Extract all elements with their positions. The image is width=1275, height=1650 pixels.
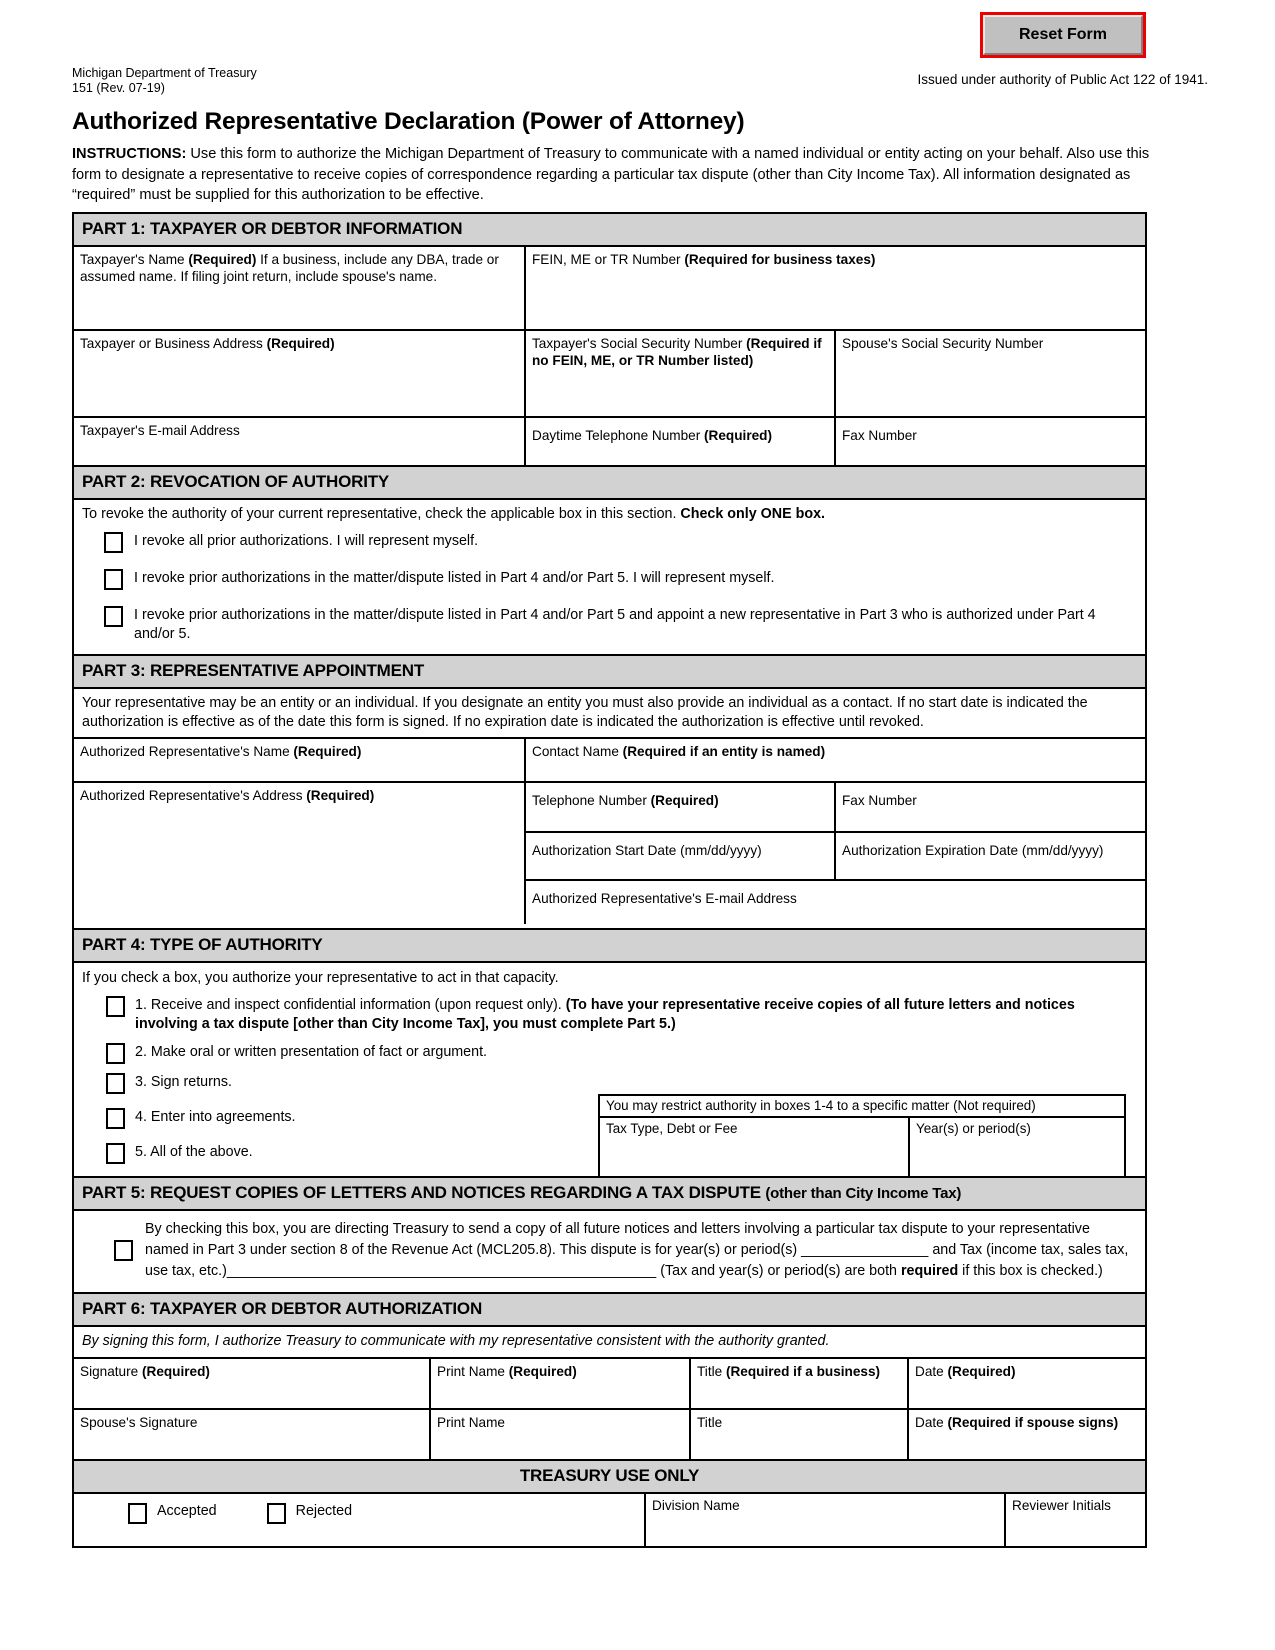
treasury-use-row — [74, 1494, 1145, 1546]
part2-options — [74, 526, 1145, 654]
spouse-date-label: Date — [915, 1415, 948, 1430]
reviewer-initials-label: Reviewer Initials — [1012, 1498, 1111, 1513]
spouse-ssn-label: Spouse's Social Security Number — [842, 336, 1044, 351]
signature-field[interactable] — [74, 1359, 431, 1408]
rep-email-label: Authorized Representative's E-mail Address — [532, 891, 797, 906]
part5-text — [145, 1219, 1137, 1282]
rep-address-field[interactable] — [74, 783, 526, 924]
part2-intro-emphasis: Check only ONE box. — [680, 506, 826, 522]
taxpayer-email-label: Taxpayer's E-mail Address — [80, 423, 240, 438]
taxpayer-address-field[interactable] — [74, 331, 526, 416]
part5-tax-blank[interactable]: ______________________________________________________ — [226, 1263, 657, 1279]
authority-option-1[interactable] — [82, 996, 1137, 1034]
page-title: Authorized Representative Declaration (Power of Attorney) — [72, 108, 745, 135]
part1-row-name — [74, 247, 1145, 331]
part6-attestation — [74, 1327, 1145, 1359]
revoke-and-appoint-checkbox[interactable] — [104, 606, 123, 627]
title-label: Title — [697, 1364, 726, 1379]
fein-field[interactable] — [526, 247, 1145, 329]
request-copies-checkbox[interactable] — [114, 1240, 133, 1261]
treasury-use-heading: TREASURY USE ONLY — [74, 1459, 1145, 1494]
part6-row-taxpayer — [74, 1359, 1145, 1410]
authority-restriction-box — [598, 1094, 1126, 1178]
rep-fax-label: Fax Number — [842, 793, 917, 808]
revoke-option-2-label: I revoke prior authorizations in the matter/dispute listed in Part 4 and/or Part 5. I will represent myself. — [134, 570, 775, 586]
revoke-option-2[interactable] — [104, 569, 1137, 590]
part5-text-emphasis: required — [900, 1263, 959, 1279]
title-required: (Required if a business) — [725, 1364, 881, 1379]
years-periods-label: Year(s) or period(s) — [916, 1121, 1031, 1136]
authority-1-emphasis: (To have your representative receive copies of all future letters and notices involving a tax dispute [other than City Income Tax], you must complete Part 5.) — [135, 997, 1075, 1032]
part3-row-dates — [526, 833, 1145, 881]
agency-name: Michigan Department of Treasury — [72, 66, 257, 80]
part5-text-seg2: and Tax (income tax, sales tax, use tax, etc.) — [145, 1242, 1129, 1279]
part5-text-seg1: By checking this box, you are directing Treasury to send a copy of all future notices and letters involving a particular tax dispute to your representative named in Part 3 under section 8 of the Revenue Act (MCL205.8). This dispute is for year(s) or period(s) — [145, 1221, 1090, 1258]
spouse-date-field[interactable] — [909, 1410, 1145, 1459]
part3-row-phone — [526, 783, 1145, 833]
authorization-expiration-date-field[interactable] — [836, 833, 1145, 879]
part3-heading: PART 3: REPRESENTATIVE APPOINTMENT — [74, 654, 1145, 689]
revoke-option-3[interactable] — [104, 606, 1137, 644]
part2-heading: PART 2: REVOCATION OF AUTHORITY — [74, 465, 1145, 500]
part2-intro — [74, 500, 1145, 526]
date-required: (Required) — [947, 1364, 1016, 1379]
part1-row-contact — [74, 418, 1145, 465]
treasury-decision-cell — [74, 1494, 646, 1546]
part5-heading-main: PART 5: REQUEST COPIES OF LETTERS AND NOTICES REGARDING A TAX DISPUTE — [82, 1183, 766, 1202]
contact-name-label: Contact Name — [532, 744, 623, 759]
taxpayer-address-required: (Required) — [266, 336, 335, 351]
part5-text-seg3: (Tax and year(s) or period(s) are both — [656, 1263, 901, 1279]
rep-telephone-label: Telephone Number — [532, 793, 651, 808]
spouse-signature-label: Spouse's Signature — [80, 1415, 198, 1430]
part3-right-stack — [526, 783, 1145, 928]
revoke-all-checkbox[interactable] — [104, 532, 123, 553]
spouse-title-field[interactable] — [691, 1410, 909, 1459]
taxpayer-name-hint: If a business, include any DBA, trade or assumed name. If filing joint return, include spouse's name. — [80, 252, 499, 284]
rep-telephone-field[interactable] — [526, 783, 836, 831]
revoke-matter-checkbox[interactable] — [104, 569, 123, 590]
taxpayer-fax-label: Fax Number — [842, 428, 917, 443]
part4-heading: PART 4: TYPE OF AUTHORITY — [74, 928, 1145, 963]
rep-name-label: Authorized Representative's Name — [80, 744, 294, 759]
authority-option-5-label: 5. All of the above. — [135, 1144, 253, 1160]
treasury-decision-checkboxes — [80, 1498, 638, 1524]
instructions-text: Use this form to authorize the Michigan Department of Treasury to communicate with a named individual or entity acting on your behalf. Also use this form to designate a representative to receive copies of correspondence regarding a particular tax dispute (other than City Income Tax). All information designated as “required” must be supplied for this authorization to be effective. — [72, 146, 1150, 203]
authority-5-checkbox[interactable] — [106, 1143, 125, 1164]
part1-row-address — [74, 331, 1145, 418]
accepted-label: Accepted — [157, 1503, 217, 1519]
authority-1-checkbox[interactable] — [106, 996, 125, 1017]
part6-row-spouse — [74, 1410, 1145, 1459]
authority-4-checkbox[interactable] — [106, 1108, 125, 1129]
instructions-label: INSTRUCTIONS: — [72, 146, 187, 162]
signature-required: (Required) — [141, 1364, 210, 1379]
agency-identification — [72, 66, 257, 96]
tax-type-debt-fee-label: Tax Type, Debt or Fee — [606, 1121, 738, 1136]
part6-attestation-text: By signing this form, I authorize Treasury to communicate with my representative consistent with the authority granted. — [82, 1333, 830, 1349]
rep-telephone-required: (Required) — [650, 793, 719, 808]
revoke-option-1[interactable] — [104, 532, 1137, 553]
taxpayer-address-label: Taxpayer or Business Address — [80, 336, 267, 351]
authorization-expiration-date-label: Authorization Expiration Date (mm/dd/yyyy) — [842, 843, 1104, 858]
tax-type-debt-fee-field[interactable] — [600, 1118, 910, 1176]
taxpayer-ssn-required: (Required if no FEIN, ME, or TR Number listed) — [532, 336, 822, 368]
authority-3-checkbox[interactable] — [106, 1073, 125, 1094]
rep-name-required: (Required) — [293, 744, 362, 759]
division-name-label: Division Name — [652, 1498, 740, 1513]
authority-option-1-label — [135, 996, 1137, 1034]
taxpayer-ssn-field[interactable] — [526, 331, 836, 416]
daytime-phone-field[interactable] — [526, 418, 836, 465]
part4-intro: If you check a box, you authorize your representative to act in that capacity. — [82, 970, 559, 986]
authority-option-3-label: 3. Sign returns. — [135, 1074, 232, 1090]
authority-option-2[interactable] — [82, 1043, 1137, 1064]
taxpayer-email-field[interactable] — [74, 418, 526, 465]
daytime-phone-required: (Required) — [704, 428, 772, 443]
part5-heading-qualifier: (other than City Income Tax) — [765, 1185, 962, 1202]
date-label: Date — [915, 1364, 948, 1379]
spouse-ssn-field[interactable] — [836, 331, 1145, 416]
accepted-checkbox[interactable] — [128, 1503, 147, 1524]
authority-restriction-title: You may restrict authority in boxes 1-4 to a specific matter (Not required) — [600, 1096, 1124, 1118]
reset-form-button-label: Reset Form — [983, 15, 1143, 55]
fein-required: (Required for business taxes) — [684, 252, 876, 267]
part2-intro-text: To revoke the authority of your current representative, check the applicable box in this section. — [82, 506, 681, 522]
rejected-checkbox[interactable] — [267, 1503, 286, 1524]
authority-option-3[interactable] — [82, 1073, 1137, 1094]
contact-name-field[interactable] — [526, 739, 1145, 781]
taxpayer-name-field[interactable] — [74, 247, 526, 329]
part5-text-seg4: if this box is checked.) — [958, 1263, 1103, 1279]
title-field[interactable] — [691, 1359, 909, 1408]
fein-label: FEIN, ME or TR Number — [532, 252, 685, 267]
part3-row-names — [74, 739, 1145, 783]
taxpayer-ssn-label: Taxpayer's Social Security Number — [532, 336, 747, 351]
part6-heading: PART 6: TAXPAYER OR DEBTOR AUTHORIZATION — [74, 1292, 1145, 1327]
print-name-label: Print Name — [437, 1364, 509, 1379]
authority-option-4-label: 4. Enter into agreements. — [135, 1109, 296, 1125]
part3-row-address-block — [74, 783, 1145, 928]
years-periods-field[interactable] — [910, 1118, 1124, 1176]
rep-fax-field[interactable] — [836, 783, 1145, 831]
reviewer-initials-field[interactable] — [1006, 1494, 1145, 1546]
daytime-phone-label: Daytime Telephone Number — [532, 428, 705, 443]
contact-name-required: (Required if an entity is named) — [622, 744, 826, 759]
authority-note: Issued under authority of Public Act 122 of 1941. — [917, 72, 1208, 87]
part4-body — [74, 963, 1145, 1176]
spouse-date-required: (Required if spouse signs) — [947, 1415, 1119, 1430]
part5-body — [74, 1211, 1145, 1292]
rejected-label: Rejected — [295, 1503, 353, 1519]
revoke-option-1-label: I revoke all prior authorizations. I will represent myself. — [134, 533, 479, 549]
division-name-field[interactable] — [646, 1494, 1006, 1546]
date-field[interactable] — [909, 1359, 1145, 1408]
reset-form-button[interactable] — [980, 12, 1146, 58]
spouse-signature-field[interactable] — [74, 1410, 431, 1459]
rep-email-field[interactable] — [526, 881, 1145, 928]
part3-row-email — [526, 881, 1145, 928]
rep-address-label: Authorized Representative's Address — [80, 788, 307, 803]
part5-years-blank[interactable]: ________________ — [801, 1242, 929, 1258]
instructions-paragraph — [72, 144, 1150, 206]
form-sections — [72, 212, 1147, 1548]
authorization-start-date-field[interactable] — [526, 833, 836, 879]
spouse-print-name-field[interactable] — [431, 1410, 691, 1459]
spouse-print-name-label: Print Name — [437, 1415, 505, 1430]
form-revision: 151 (Rev. 07-19) — [72, 81, 165, 95]
part5-heading — [74, 1176, 1145, 1211]
authority-option-2-label: 2. Make oral or written presentation of fact or argument. — [135, 1044, 488, 1060]
part5-checkbox-holder — [114, 1219, 133, 1282]
signature-label: Signature — [80, 1364, 142, 1379]
rep-address-required: (Required) — [306, 788, 375, 803]
taxpayer-name-required: (Required) — [188, 252, 257, 267]
authorization-start-date-label: Authorization Start Date (mm/dd/yyyy) — [532, 843, 762, 858]
authority-2-checkbox[interactable] — [106, 1043, 125, 1064]
revoke-option-3-label: I revoke prior authorizations in the matter/dispute listed in Part 4 and/or Part 5 and appoint a new representative in Part 3 who is authorized under Part 4 and/or 5. — [134, 607, 1096, 642]
taxpayer-fax-field[interactable] — [836, 418, 1145, 465]
print-name-field[interactable] — [431, 1359, 691, 1408]
spouse-title-label: Title — [697, 1415, 723, 1430]
taxpayer-name-label: Taxpayer's Name — [80, 252, 189, 267]
part3-intro: Your representative may be an entity or an individual. If you designate an entity you must also provide an individual as a contact. If no start date is indicated the authorization is effective as of the date this form is signed. If no expiration date is indicated the authorization is effective until revoked. — [74, 689, 1145, 739]
rep-name-field[interactable] — [74, 739, 526, 781]
part1-heading: PART 1: TAXPAYER OR DEBTOR INFORMATION — [74, 212, 1145, 247]
authority-1-text: 1. Receive and inspect confidential information (upon request only). — [135, 997, 566, 1013]
authority-restriction-columns — [600, 1118, 1124, 1176]
print-name-required: (Required) — [508, 1364, 577, 1379]
